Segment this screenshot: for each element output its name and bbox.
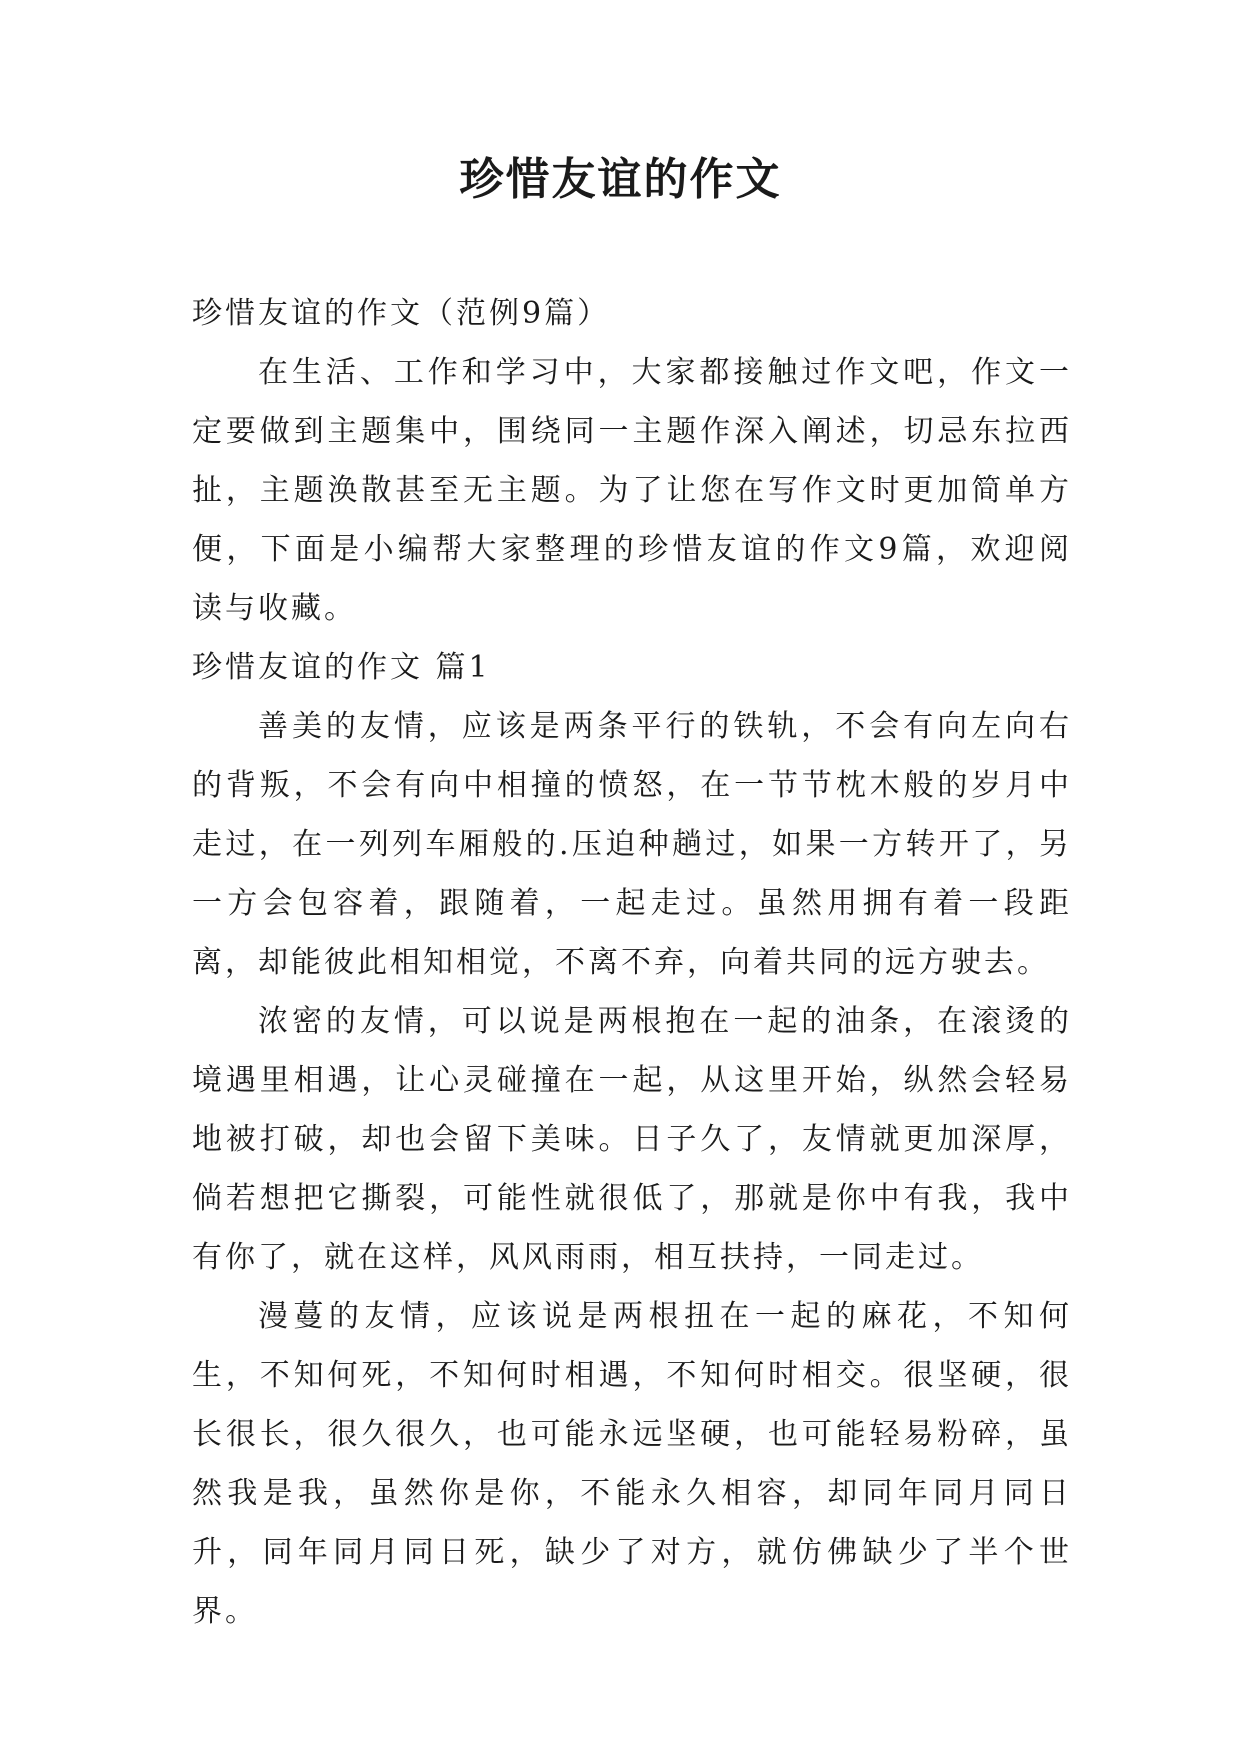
section-heading: 珍惜友谊的作文 篇1 [192, 650, 491, 685]
intro-paragraph: 在生活、工作和学习中，大家都接触过作文吧，作文一定要做到主题集中，围绕同一主题作深入阐述，切忌东拉西扯，主题涣散甚至无主题。为了让您在写作文时更加简单方便，下面是小编帮大家整理的珍惜友谊的作文9篇，欢迎阅读与收藏。 [192, 355, 1072, 626]
document-title: 珍惜友谊的作文 [459, 154, 782, 205]
document-subtitle: 珍惜友谊的作文（范例9篇） [192, 296, 611, 331]
body-paragraph-2: 浓密的友情，可以说是两根抱在一起的油条，在滚烫的境遇里相遇，让心灵碰撞在一起，从这里开始，纵然会轻易地被打破，却也会留下美味。日子久了，友情就更加深厚，倘若想把它撕裂，可能性就很低了，那就是你中有我，我中有你了，就在这样，风风雨雨，相互扶持，一同走过。 [192, 1004, 1072, 1275]
body-paragraph-3: 漫蔓的友情，应该说是两根扭在一起的麻花，不知何生，不知何死，不知何时相遇，不知何时相交。很坚硬，很长很长，很久很久，也可能永远坚硬，也可能轻易粉碎，虽然我是我，虽然你是你，不能永久相容，却同年同月同日升，同年同月同日死，缺少了对方，就仿佛缺少了半个世界。 [192, 1299, 1072, 1629]
body-paragraph-1: 善美的友情，应该是两条平行的铁轨，不会有向左向右的背叛，不会有向中相撞的愤怒，在一节节枕木般的岁月中走过，在一列列车厢般的.压迫种趟过，如果一方转开了，另一方会包容着，跟随着，一起走过。虽然用拥有着一段距离，却能彼此相知相觉，不离不弃，向着共同的远方驶去。 [192, 709, 1072, 980]
document-body [192, 284, 1072, 1641]
